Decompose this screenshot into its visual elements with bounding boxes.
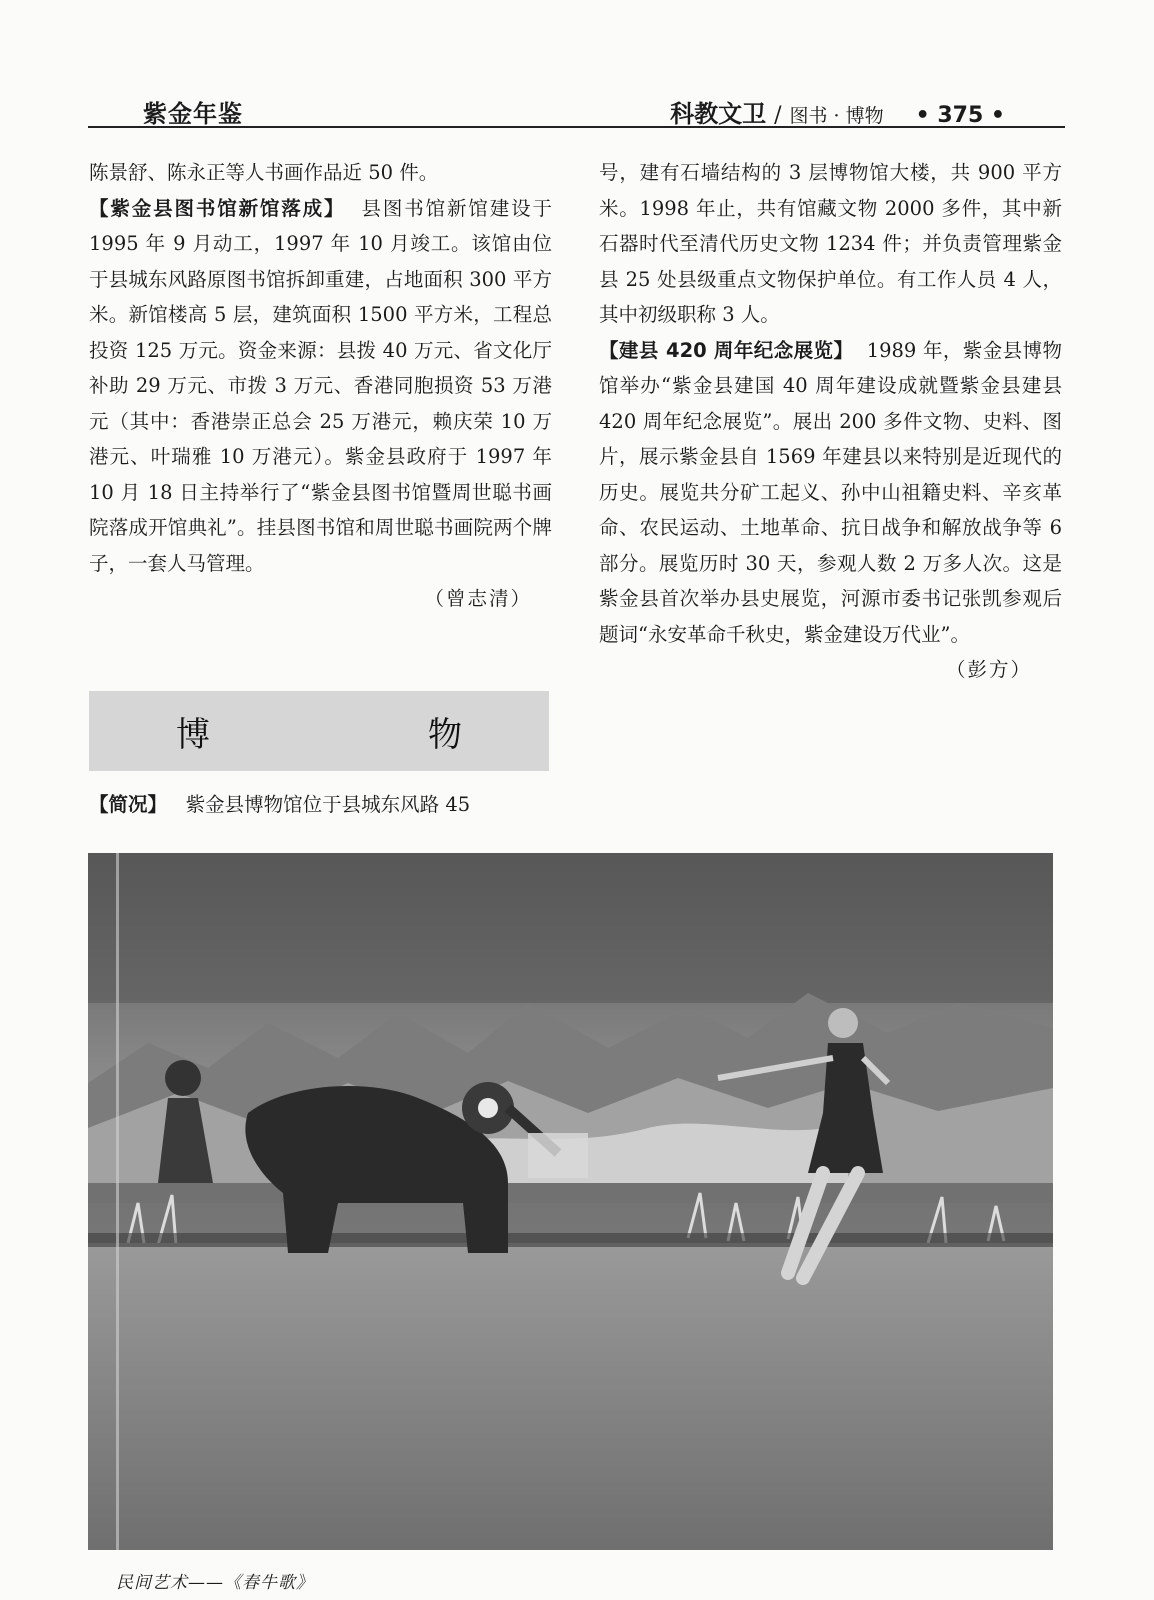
photo-caption: 民间艺术——《春牛歌》 (116, 1573, 314, 1593)
header-section-info (670, 94, 1005, 129)
library-entry-author: （曾志清） (424, 587, 532, 610)
continuation-text: 陈景舒、陈永正等人书画作品近 50 件。 (89, 161, 439, 184)
library-entry (89, 191, 552, 582)
page-number: • 375 • (915, 103, 1005, 128)
header-rule (88, 126, 1065, 128)
exhibition-entry-body: 1989 年，紫金县博物馆举办“紫金县建国 40 周年建设成就暨紫金县建县 420 周年纪念展览”。展出 200 多件文物、史料、图片，展示紫金县自 1569 年建县以来特别是近现代的历史。展览共分矿工起义、孙中山祖籍史料、辛亥革命、农民运动、土地革命、抗日战争和解放战争等 6 部分。展览历时 30 天，参观人数 2 万多人次。这是紫金县首次举办县史展览，河源市委书记张凯参观后题词“永安革命千秋史，紫金建设万代业”。 (599, 338, 1063, 646)
right-column (599, 155, 1062, 688)
section-name: 科教文卫 (670, 100, 767, 128)
photo-illustration (88, 853, 1053, 1550)
library-entry-body: 县图书馆新馆建设于 1995 年 9 月动工，1997 年 10 月竣工。该馆由位于县城东风路原图书馆拆卸重建，占地面积 300 平方米。新馆楼高 5 层，建筑面积 1500 平方米，工程总投资 125 万元。资金来源：县拨 40 万元、省文化厅补助 29 万元、市拨 3 万元、香港同胞损资 53 万港元（其中：香港崇正总会 25 万港元，赖庆荣 10 万港元、叶瑞雅 10 万港元）。紫金县政府于 1997 年 10 月 18 日主持举行了“紫金县图书馆暨周世聪书画院落成开馆典礼”。挂县图书馆和周世聪书画院两个牌子，一套人马管理。 (89, 196, 552, 575)
overview-continued: 号，建有石墙结构的 3 层博物馆大楼，共 900 平方米。1998 年止，共有馆藏文物 2000 多件，其中新石器时代至清代历史文物 1234 件；并负责管理紫金县 25 处县级重点文物保护单位。有工作人员 4 人，其中初级职称 3 人。 (599, 161, 1062, 326)
left-column (89, 155, 552, 617)
header-slash: / (774, 103, 782, 128)
overview-heading: 【简况】 (89, 793, 168, 816)
exhibition-entry-author: （彭方） (945, 658, 1032, 681)
section-banner (89, 691, 554, 771)
section-title: 博 物 (176, 714, 554, 755)
book-title: 紫金年鉴 (143, 100, 243, 128)
subsection-name: 图书 · 博物 (789, 105, 884, 127)
overview-entry (89, 787, 552, 822)
exhibition-entry-heading: 【建县 420 周年纪念展览】 (599, 338, 854, 362)
exhibition-entry (599, 333, 1062, 653)
overview-body: 紫金县博物馆位于县城东风路 45 (185, 793, 471, 816)
library-entry-heading: 【紫金县图书馆新馆落成】 (89, 196, 346, 220)
running-header (88, 92, 1065, 128)
performance-photo (88, 853, 1053, 1550)
